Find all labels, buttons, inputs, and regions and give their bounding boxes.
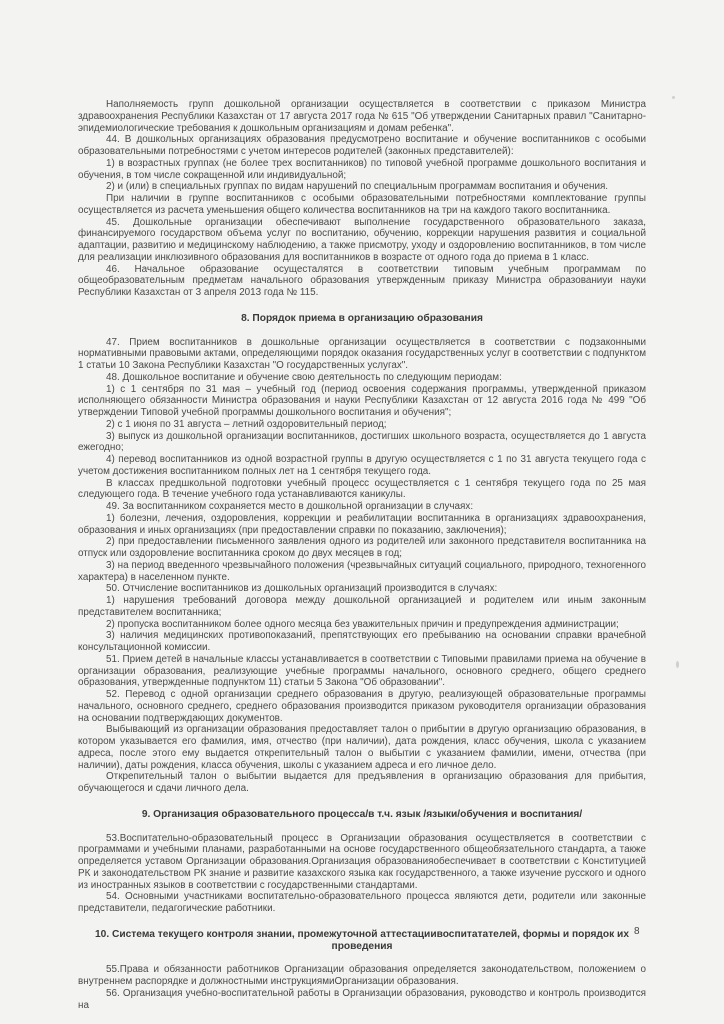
paragraph: 3) выпуск из дошкольной организации воспитанников, достигших школьного возраста, осуществляется до 1 августа ежегодно; [78,430,646,454]
paragraph: 4) перевод воспитанников из одной возрастной группы в другую осуществляется с 1 по 31 августа текущего года с учетом достижения воспитанником полных лет на 1 сентября текущего года. [78,454,646,477]
paragraph: 3) на период введенного чрезвычайного положения (чрезвычайных ситуаций социального, природного, техногенного характера) в населенном пункте. [78,559,646,583]
paragraph: 47. Прием воспитанников в дошкольные организации осуществляется в соответствии с подзаконными нормативными правовыми актами, определяющими порядок оказания государственных услуг в соответствии с подпунктом 1 статьи 10 Закона Республики Казахстан "О государственных услугах". [78,336,646,371]
paragraph: 3) наличия медицинских противопоказаний, препятствующих его пребыванию на основании справки врачебной консультационной комиссии. [78,630,646,653]
paragraph: Открепительный талон о выбытии выдается для предъявления в организацию образования для прибытия, обучающегося и сдачи личного дела. [78,771,646,794]
paragraph: Выбывающий из организации образования предоставляет талон о прибытии в другую организацию образования, в котором указывается его фамилия, имя, отчество (при наличии), дата рождения, класс обучения, школа с указанием адреса, после этого ему выдается открепительный талон о выбытии с указанием фамилии, имени, отчества (при наличии), даты рождения, класса обучения, школы с указанием адреса и его личное дело. [78,724,646,771]
paragraph: 2) пропуска воспитанником более одного месяца без уважительных причин и предупреждения администрации; [106,618,619,630]
paragraph: Наполняемость групп дошкольной организации осуществляется в соответствии с приказом Министра здравоохранения Республики Казахстан от 17 августа 2017 года № 615 "Об утверждении Санитарных правил "Санитарно-эпидемиологические требования к дошкольным организациям и домам ребенка". [78,99,646,134]
paragraph: 2) и (или) в специальных группах по видам нарушений по специальным программам воспитания и обучения. [106,181,609,193]
paragraph: 1) в возрастных группах (не более трех воспитанников) по типовой учебной программе дошкольного воспитания и обучения, в том числе сокращенной или индивидуальной; [78,157,646,181]
paragraph: 52. Перевод с одной организации среднего образования в другую, реализующей образовательные программы начального, основного среднего, среднего образования производится приказом руководителя организации образования на основании подтверждающих документов. [78,689,646,724]
paragraph: 1) нарушения требований договора между дошкольной организацией и родителем или иным законным представителем воспитанника; [78,595,646,618]
paragraph: 1) с 1 сентября по 31 мая – учебный год (период освоения содержания программы, утвержденной приказом исполняющего обязанности Министра образования и науки Республики Казахстан от 12 августа 2016 года № 499 "Об утверждении Типовой учебной программы дошкольного воспитания и обучения"; [78,383,646,418]
paragraph: В классах предшкольной подготовки учебный процесс осуществляется с 1 сентября текущего года по 25 мая следующего года. В течение учебного года устанавливаются каникулы. [78,477,646,501]
paragraph: 46. Начальное образование осущесталятся в соответствии типовым учебным программам по общеобразовательным предметам начального образования утвержденным приказу Министра образованиуи науки Республики Казахстан от 3 апреля 2013 года № 115. [78,263,646,298]
paragraph: 1) болезни, лечения, оздоровления, коррекции и реабилитации воспитанника в организациях здравоохранения, образования и иных организациях (при предоставлении справки по показанию, заключения); [78,512,646,536]
section-heading: 10. Система текущего контроля знании, промежуточной аттестациивоспитатателей, формы и порядок их проведения [95,928,629,952]
paragraph: 49. За воспитанником сохраняется место в дошкольной организации в случаях: [106,501,474,512]
document-page [78,99,646,1011]
scan-speck [672,96,675,99]
paragraph: 53.Воспитательно-образовательный процесс в Организации образования осуществляется в соответствии с программами и учебными планами, разработанными на основе государственного общеобязательного стандарта, а также определяется уставом Организации образования.Организация образованияобеспечивает в соответствии с Конституцией РК и законодательством РК знание и развитие казахского языка как государственного, а также изучение русского и одного из иностранных языков в соответствии с государственными стандартами. [78,832,646,891]
paragraph: При наличии в группе воспитанников с особыми образовательными потребностями комплектование группы осуществляется из расчета уменьшения общего количества воспитанников на три на каждого такого воспитанника. [78,193,646,216]
paragraph: 54. Основными участниками воспитательно-образовательного процесса являются дети, родители или законные представители, педагогические работники. [78,891,646,914]
paragraph: 2) с 1 июня по 31 августа – летний оздоровительный период; [106,418,387,430]
paragraph: 48. Дошкольное воспитание и обучение свою деятельность по следующим периодам: [106,371,502,383]
paragraph: 45. Дошкольные организации обеспечивают выполнение государственного образовательного заказа, финансируемого государством объема услуг по воспитанию, обучению, коррекции нарушения развития и социальной адаптации, развитию и медицинскому наблюдению, а также присмотру, уходу и оздоровлению воспитанников, в том числе для реализации инклюзивного образования для воспитанников в возрасте от одного года до приема в 1 класс. [78,216,646,263]
section-heading: 9. Организация образовательного процесса/в т.ч. язык /языки/обучения и воспитания/ [141,808,583,820]
scan-speck [676,661,679,668]
paragraph: 50. Отчисление воспитанников из дошкольных организаций производится в случаях: [106,583,498,595]
paragraph: 44. В дошкольных организациях образования предусмотрено воспитание и обучение воспитанников с особыми образовательными потребностями с учетом интересов родителей (законных представителей): [78,134,646,157]
paragraph: 55.Права и обязанности работников Организации образования определяется законодательством, положением о внутреннем распорядке и должностными инструкциямиОрганизации образования. [78,964,646,987]
section-heading: 8. Порядок приема в организацию образования [241,312,483,324]
paragraph: 51. Прием детей в начальные классы устанавливается в соответствии с Типовыми правилами приема на обучение в организации образования, реализующие учебные программы начального, основного среднего, общего среднего образования, утвержденные подпунктом 11) статьи 5 Закона "Об образовании". [78,653,646,689]
paragraph: 2) при предоставлении письменного заявления одного из родителей или законного представителя воспитанника на отпуск или оздоровление воспитанника сроком до двух месяцев в год; [78,536,646,559]
page-number: 8 [634,926,640,937]
paragraph: 56. Организация учебно-воспитательной работы в Организации образования, руководство и контроль производится на [78,987,646,1011]
